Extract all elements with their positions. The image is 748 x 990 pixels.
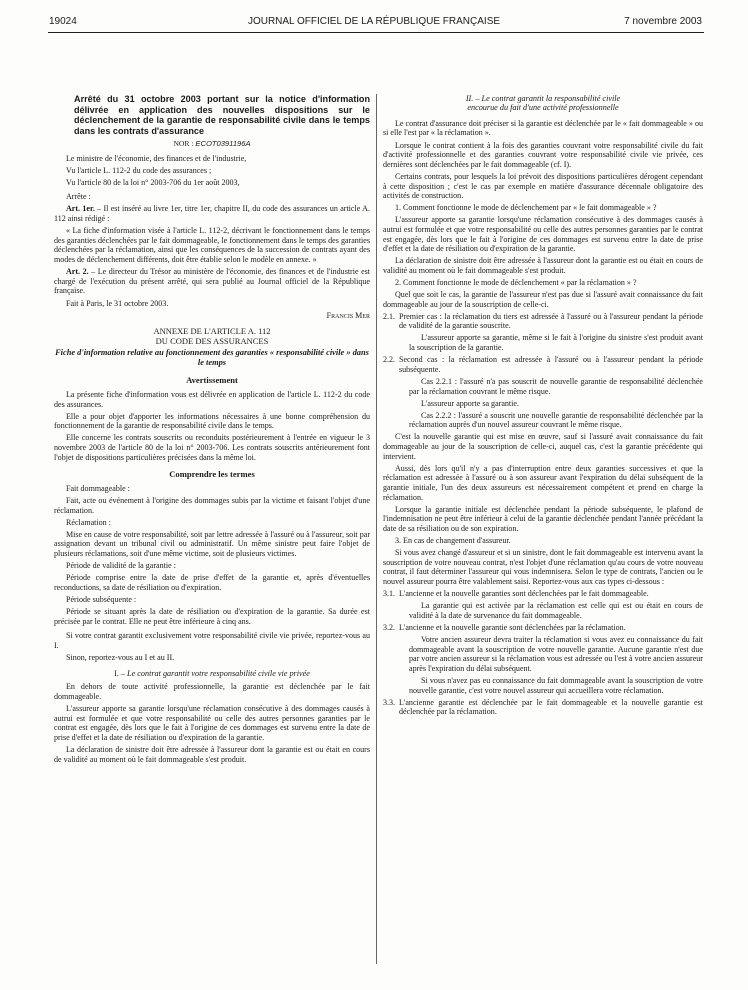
- term: Période de validité de la garantie :: [66, 561, 176, 571]
- case-detail: Votre ancien assureur devra traiter la réclamation si vous avez eu connaissance du fait dommageable avant la souscription de votre nouvelle garantie. Aucune garantie n'est due par votre ancien assureur si la réclamation vous est adressée ou l'est à votre ancien assureur après l'expiration du délai subséquent.: [409, 634, 703, 673]
- paragraph: Sinon, reportez-vous au I et au II.: [66, 652, 175, 662]
- paragraph: Aussi, dès lors qu'il n'y a pas d'interruption entre deux garanties successives et que la réclamation est adressée à l'assuré ou à son assureur avant l'expiration du délai subséquent de la garantie initiale, l'un des deux assureurs est nécessairement compétent et prend en charge la réclamation.: [383, 463, 703, 502]
- paragraph: La présente fiche d'information vous est délivrée en application de l'article L. 112-2 du code des assurances.: [54, 389, 370, 409]
- question-3: 3. En cas de changement d'assureur.: [395, 536, 511, 546]
- decree-title: Arrêté du 31 octobre 2003 portant sur la notice d'information délivrée en application des nouvelles dispositions sur le déclenchement de la garantie de responsabilité civile dans le temps dans les contrats d'assurance: [74, 94, 370, 136]
- avertissement-heading: Avertissement: [186, 375, 238, 386]
- article-1-label: Art. 1er.: [66, 204, 95, 214]
- annex-line-1: ANNEXE DE L'ARTICLE A. 112: [153, 326, 271, 337]
- case-number: 3.2.: [383, 622, 396, 632]
- paragraph: L'assureur apporte sa garantie lorsqu'une réclamation consécutive à des dommages causés à autrui est formulée et que votre responsabilité ou celle des autres personnes garanties par le contrat est engagée, dès lors que le fait à l'origine de ces dommages est survenu entre la date de prise d'effet et la date de résiliation ou d'expiration de la garantie.: [383, 215, 703, 254]
- paragraph: En dehors de toute activité professionnelle, la garantie est déclenchée par le fait dommageable.: [54, 682, 370, 701]
- article-2-label: Art. 2.: [66, 267, 89, 277]
- paragraph: Certains contrats, pour lesquels la loi prévoit des dispositions particulières dérogent cependant à cette disposition ; c'est le cas par exemple en matière d'assurance décennale obligatoire des activités de construction.: [383, 171, 703, 201]
- paragraph: L'assureur apporte sa garantie lorsqu'une réclamation consécutive à des dommages causés à autrui est formulée et que votre responsabilité ou celle des autres personnes garanties par le contrat est engagée, dès lors que le fait à l'origine de ces dommages est survenu entre la date de prise d'effet et la date de résiliation ou d'expiration de la garantie.: [54, 703, 370, 742]
- article-1-quote: « La fiche d'information visée à l'article L. 112-2, décrivant le fonctionnement dans le temps des garanties déclenchées par le fait dommageable, le fonctionnement dans le temps des garanties déclenchées par la réclamation, ainsi que les conséquences de la succession de contrats ayant des modes de déclenchement différents, doit être établie selon le modèle en annexe. »: [54, 226, 370, 265]
- case-number: 2.1.: [383, 311, 396, 321]
- journal-title: JOURNAL OFFICIEL DE LA RÉPUBLIQUE FRANÇAISE: [247, 16, 501, 27]
- arrete-word: Arrête :: [66, 191, 91, 201]
- article-1: [54, 204, 370, 223]
- case-detail: La garantie qui est activée par la réclamation est celle qui est ou était en cours de validité à la date de survenance du fait dommageable.: [409, 601, 703, 620]
- case-number: 3.1.: [383, 589, 396, 599]
- case-detail: L'assureur apporte sa garantie, même si le fait à l'origine du sinistre s'est produit avant la souscription de la garantie.: [409, 333, 703, 353]
- page-number: 19024: [49, 16, 77, 27]
- paragraph: C'est la nouvelle garantie qui est mise en œuvre, sauf si l'assuré avait connaissance du fait dommageable au jour de la souscription de celle-ci, auquel cas, c'est la garantie précédente qui intervient.: [383, 432, 703, 461]
- annex-line-2: DU CODE DES ASSURANCES: [155, 336, 269, 347]
- header-rule: [48, 32, 704, 33]
- paragraph: Si vous avez changé d'assureur et si un sinistre, dont le fait dommageable est intervenu avant la souscription de votre nouveau contrat, n'est l'objet d'une réclamation qu'au cours de votre nouveau contrat, il faut déterminer l'assureur qui vous indemnisera. Selon le type de contrats, l'ancien ou le nouvel assureur pourra être valablement saisi. Reportez-vous aux cas types ci-dessous :: [383, 548, 703, 587]
- preamble-line: Vu l'article L. 112-2 du code des assurances ;: [66, 166, 212, 176]
- case-2-2: [383, 355, 703, 374]
- nor-code: ECOT0391196A: [195, 139, 251, 149]
- question-1: 1. Comment fonctionne le mode de déclenchement par « le fait dommageable » ?: [395, 203, 657, 213]
- article-2-text: – Le directeur du Trésor au ministère de l'économie, des finances et de l'industrie est chargé de l'exécution du présent arrêté, qui sera publié au Journal officiel de la République française.: [54, 267, 371, 296]
- paragraph: Le contrat d'assurance doit préciser si la garantie est déclenchée par le « fait dommageable » ou si elle l'est par « la réclamation ».: [383, 118, 703, 138]
- paragraph: Quel que soit le cas, la garantie de l'assureur n'est pas due si l'assuré avait connaissance du fait dommageable au jour de la souscription de celle-ci.: [383, 290, 703, 309]
- section-1-number: I. –: [114, 668, 125, 678]
- article-2: [54, 267, 370, 296]
- preamble-line: Vu l'article 80 de la loi n° 2003-706 du 1er août 2003,: [66, 178, 240, 188]
- nor-label: NOR :: [173, 139, 194, 149]
- paragraph: La déclaration de sinistre doit être adressée à l'assureur dont la garantie est ou était en cours de validité au moment où le fait dommageable s'est produit.: [54, 744, 370, 764]
- case-detail: Si vous n'avez pas eu connaissance du fait dommageable avant la souscription de votre nouvelle garantie, c'est votre nouvel assureur qui accueillera votre réclamation.: [409, 675, 703, 695]
- paragraph: Elle a pour objet d'apporter les informations nécessaires à une bonne compréhension du fonctionnement de la garantie de responsabilité civile dans le temps.: [54, 411, 370, 431]
- section-2-title-line-2: encourue du fait d'une activité professionnelle: [467, 103, 619, 113]
- case-number: 3.3.: [383, 697, 396, 707]
- case-3-1: [383, 589, 703, 599]
- annex-heading: [54, 326, 370, 346]
- terms-heading: Comprendre les termes: [169, 469, 255, 480]
- case-2-2-2: Cas 2.2.2 : l'assuré a souscrit une nouvelle garantie de responsabilité déclenchée par la réclamation auprès d'un nouvel assureur couvrant le même risque.: [409, 410, 703, 430]
- case-2-2-1: Cas 2.2.1 : l'assuré n'a pas souscrit de nouvelle garantie de responsabilité déclenchée par la réclamation couvrant le même risque.: [409, 376, 703, 396]
- preamble-line: Le ministre de l'économie, des finances et de l'industrie,: [66, 154, 247, 164]
- term: Fait dommageable :: [66, 483, 130, 493]
- case-2-1: [383, 312, 703, 331]
- section-1-heading: [54, 669, 370, 679]
- case-text: L'ancienne garantie est déclenchée par le fait dommageable et la nouvelle garantie est déclenchée par la réclamation.: [399, 697, 703, 717]
- paragraph: La déclaration de sinistre doit être adressée à l'assureur dont la garantie est ou était en cours de validité au moment où le fait dommageable s'est produit.: [383, 256, 703, 275]
- issue-date: 7 novembre 2003: [624, 16, 702, 27]
- case-3-2: [383, 623, 703, 633]
- case-3-3: [383, 698, 703, 717]
- definition: Période se situant après la date de résiliation ou d'expiration de la garantie. Sa durée est précisée par le contrat. Elle ne peut être inférieure à cinq ans.: [54, 606, 370, 626]
- column-divider: [376, 94, 377, 964]
- case-text: Premier cas : la réclamation du tiers est adressée à l'assuré ou à l'assureur pendant la période de validité de la garantie souscrite.: [399, 311, 703, 331]
- section-2-title-line-1: II. – Le contrat garantit la responsabilité civile: [465, 94, 621, 103]
- definition: Période comprise entre la date de prise d'effet de la garantie et, après d'éventuelles reconductions, sa date de résiliation ou d'expiration.: [54, 573, 370, 592]
- article-1-text: – Il est inséré au livre 1er, titre 1er, chapitre II, du code des assurances un article A. 112 ainsi rédigé :: [54, 204, 370, 224]
- section-2-heading: [383, 94, 703, 113]
- paragraph: Elle concerne les contrats souscrits ou reconduits postérieurement à l'entrée en vigueur le 3 novembre 2003 de l'article 80 de la loi n° 2003-706. Les contrats souscrits antérieurement font l'objet de dispositions particulières précisées dans la même loi.: [54, 433, 370, 462]
- nor-reference: [54, 139, 370, 149]
- case-text: Second cas : la réclamation est adressée à l'assuré ou à l'assureur pendant la période subséquente.: [399, 355, 703, 374]
- paragraph: Si votre contrat garantit exclusivement votre responsabilité civile vie privée, reportez-vous au I.: [54, 631, 370, 650]
- definition: Mise en cause de votre responsabilité, soit par lettre adressée à l'assuré ou à l'assureur, soit par assignation devant un tribunal civil ou administratif. Un même sinistre peut faire l'objet de plusieurs réclamations, soit d'une même victime, soit de plusieurs victimes.: [54, 529, 370, 559]
- term: Réclamation :: [66, 517, 111, 527]
- fiche-title: Fiche d'information relative au fonctionnement des garanties « responsabilité civile » dans le temps: [55, 348, 369, 368]
- left-column: [54, 94, 370, 767]
- signature: Francis Mer: [326, 310, 370, 320]
- question-2: 2. Comment fonctionne le mode de déclenchement « par la réclamation » ?: [395, 278, 637, 287]
- done-at: Fait à Paris, le 31 octobre 2003.: [66, 298, 169, 308]
- paragraph: Lorsque le contrat contient à la fois des garanties couvrant votre responsabilité civile du fait d'activité professionnelle et des garanties couvrant votre responsabilité civile vie privée, ces dernières sont déclenchées par le fait dommageable (cf. I).: [383, 140, 703, 169]
- case-text: L'ancienne et la nouvelle garanties sont déclenchées par le fait dommageable.: [399, 589, 649, 599]
- case-detail: L'assureur apporte sa garantie.: [421, 398, 519, 408]
- paragraph: Lorsque la garantie initiale est déclenchée pendant la période subséquente, le plafond de l'indemnisation ne peut être inférieur à celui de la garantie déclenchée pendant l'année précédant la date de sa résiliation ou de son expiration.: [383, 504, 703, 533]
- case-text: L'ancienne et la nouvelle garantie sont déclenchées par la réclamation.: [399, 622, 626, 632]
- term: Période subséquente :: [66, 594, 137, 604]
- definition: Fait, acte ou événement à l'origine des dommages subis par la victime et faisant l'objet d'une réclamation.: [54, 495, 370, 515]
- right-column: [383, 94, 703, 719]
- section-1-title: Le contrat garantit votre responsabilité civile vie privée: [127, 668, 310, 678]
- case-number: 2.2.: [383, 355, 396, 365]
